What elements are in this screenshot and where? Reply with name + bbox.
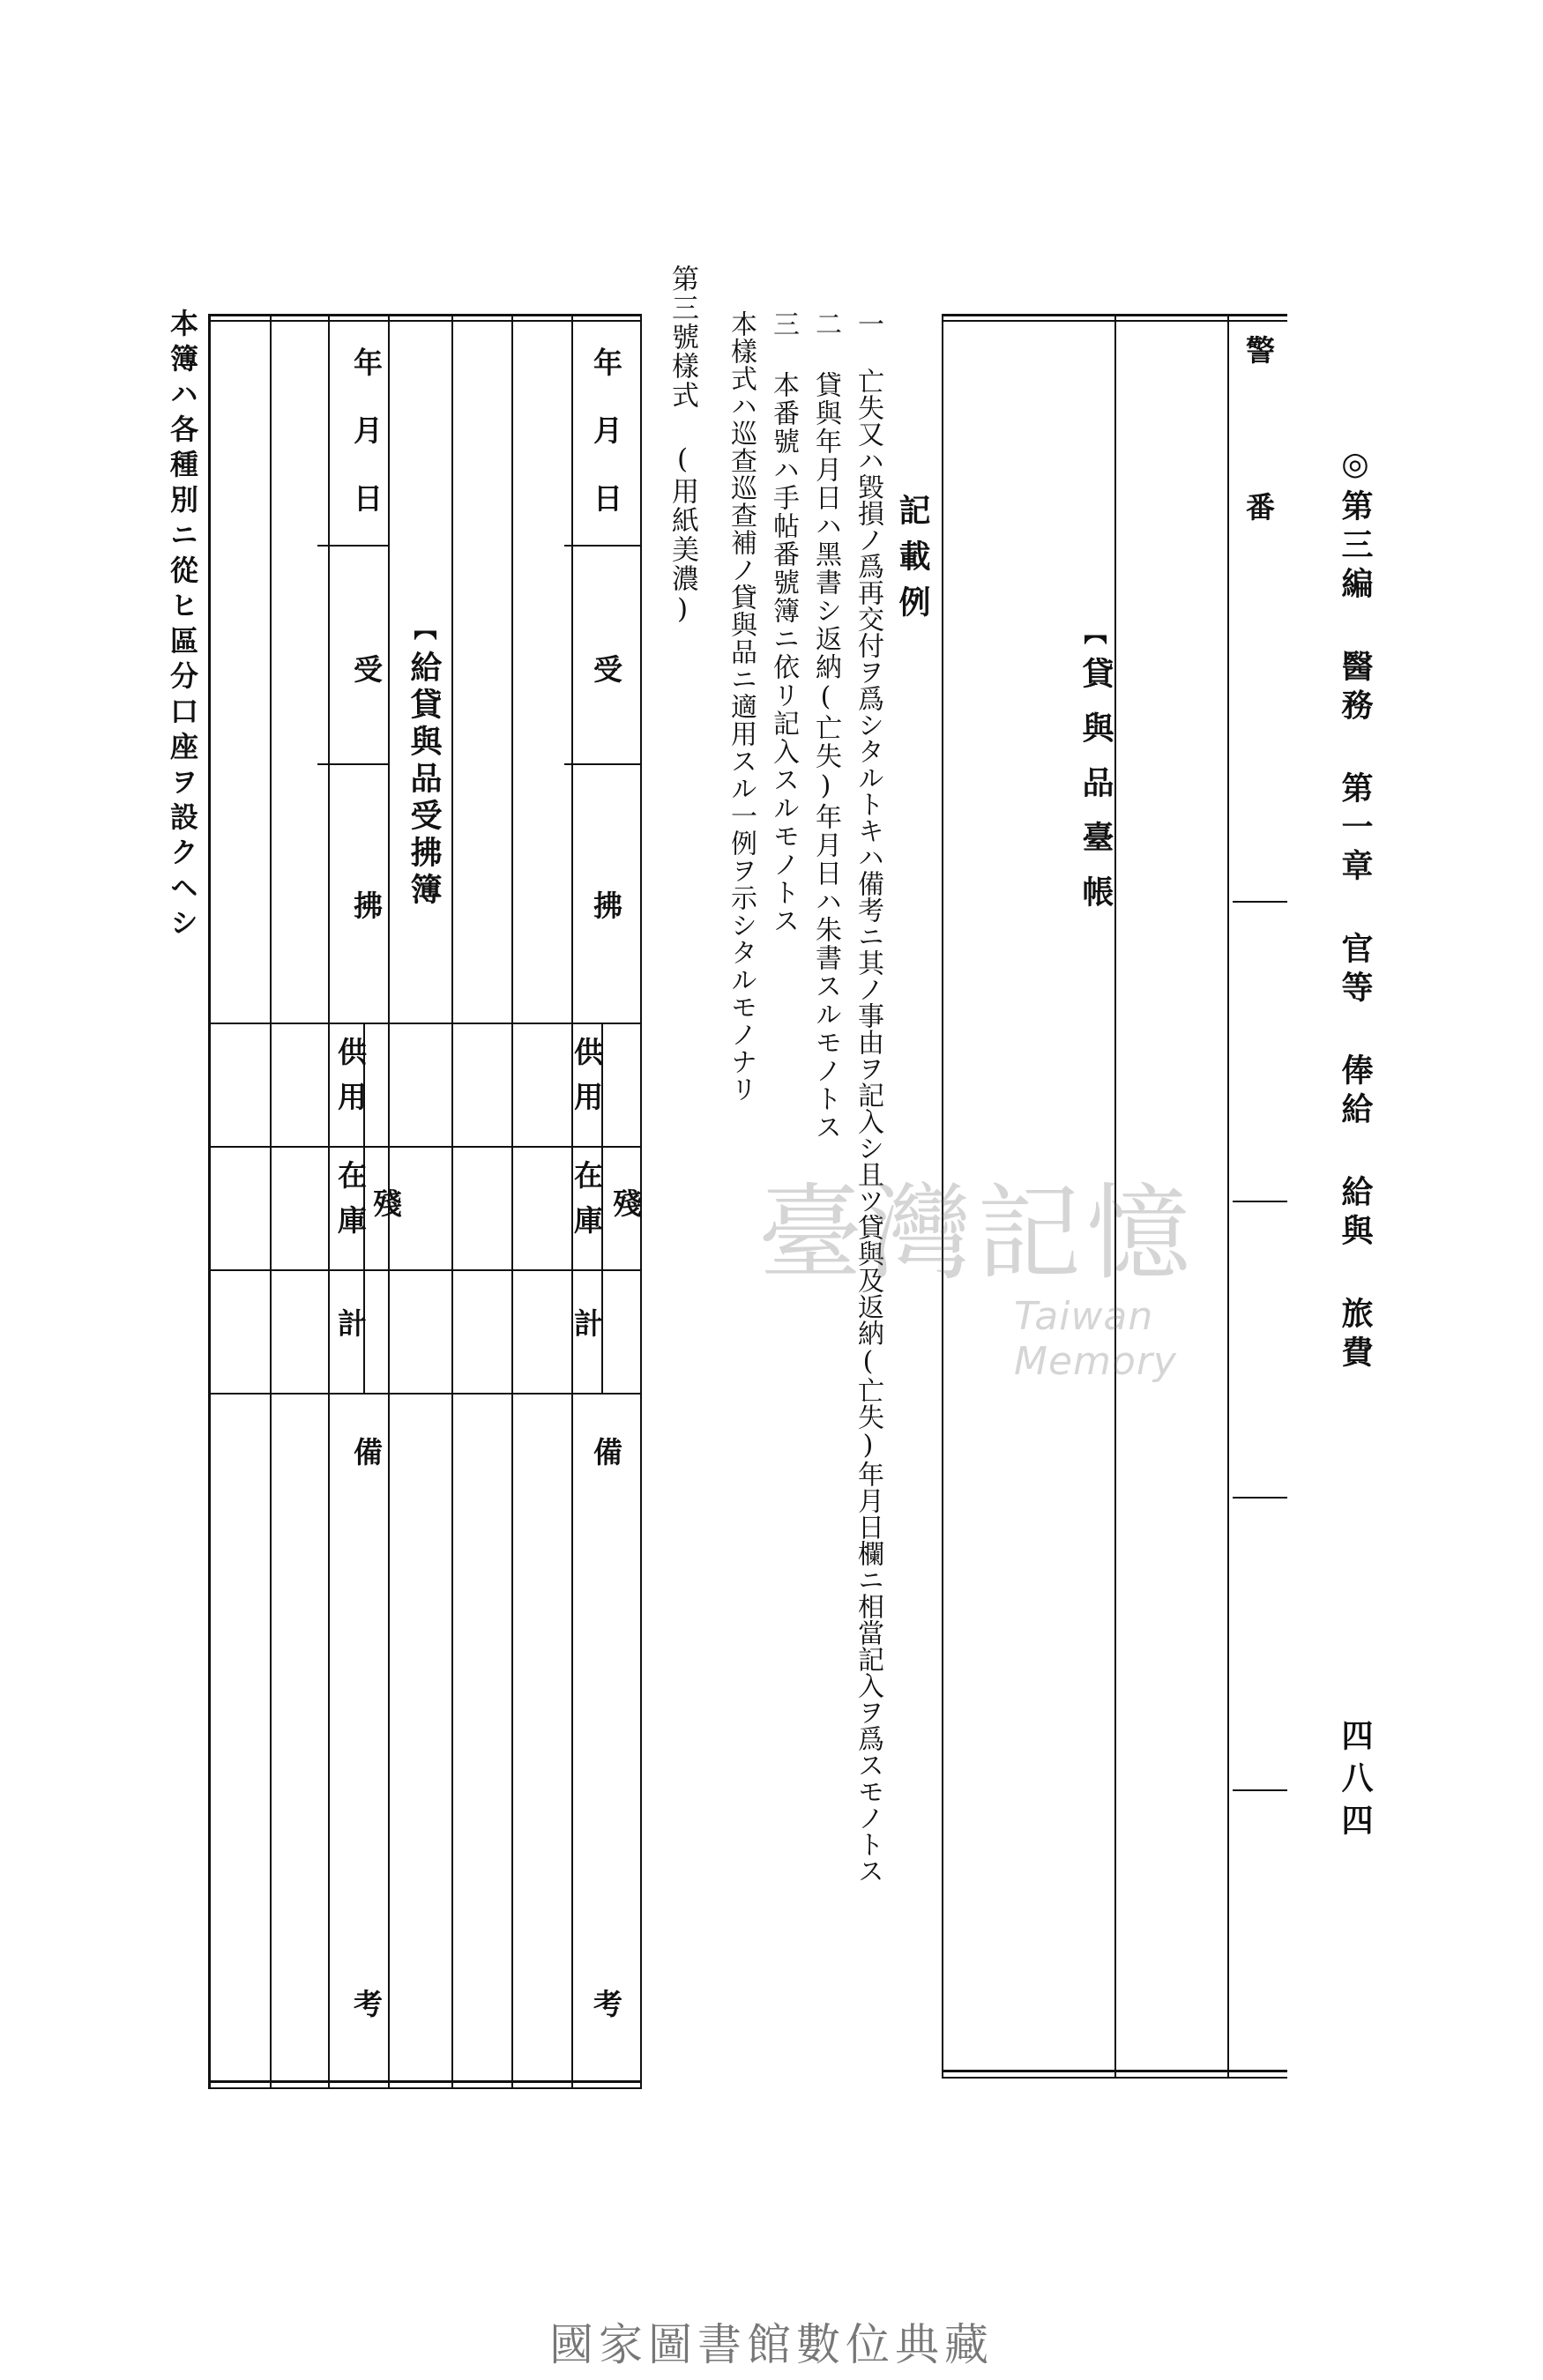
form1-label-kei: 警: [1241, 335, 1276, 364]
form1-label-ban: 番: [1241, 492, 1276, 521]
form2-col-note-bottom-right: 考: [589, 1989, 623, 2018]
notes-heading: 記載例: [894, 494, 931, 631]
form2-col-remain-right: 殘: [608, 1188, 643, 1217]
chapter-header: ◎第三編 醫務 第一章 官等 俸給 給與 旅費: [1337, 445, 1374, 1374]
form2-col-use-left: 供用: [333, 1037, 368, 1127]
watermark-chinese: 臺灣記憶: [758, 1172, 1196, 1294]
bottom-note: 本簿ハ各種別ニ從ヒ區分口座ヲ設クヘシ: [166, 309, 199, 943]
form2-col-remain-left: 殘: [369, 1188, 403, 1217]
note-applies: 本樣式ハ巡查巡查補ノ貸與品ニ適用スル一例ヲ示シタルモノナリ: [726, 310, 757, 1103]
form3-label: 第三號樣式 (用紙美濃): [667, 264, 698, 627]
page-number: 四八四: [1337, 1719, 1374, 1846]
form2-col-date-left: 年月日: [349, 347, 384, 551]
form2-col-stock-left: 在庫: [333, 1160, 368, 1250]
footer-credit: 國家圖書館數位典藏: [549, 2319, 994, 2370]
form2-col-total-left: 計: [333, 1308, 368, 1337]
form2-col-total-right: 計: [570, 1308, 604, 1337]
form1-title-marker: ︻: [1080, 621, 1107, 644]
form2-col-note-top-left: 備: [349, 1437, 384, 1466]
form2-col-note-bottom-left: 考: [349, 1989, 384, 2018]
form2-title-marker: ︻: [410, 617, 436, 640]
note-item-2: 二 貸與年月日ハ黑書シ返納(亡失)年月日ハ朱書スルモノトス: [810, 310, 841, 1142]
form2-title: 給貸與品受拂簿: [406, 651, 443, 910]
form2-col-use-right: 供用: [570, 1037, 604, 1127]
form2-col-pay-left: 拂: [349, 890, 384, 919]
watermark-english: Taiwan Memory: [1014, 1294, 1177, 1384]
note-item-1: 一 亡失又ハ毀損ノ爲再交付ヲ爲シタルトキハ備考ニ其ノ事由ヲ記入シ且ツ貸與及返納(亡失)年月日欄ニ相當記入ヲ爲スモノトス: [853, 310, 883, 1884]
note-item-3: 三 本番號ハ手帖番號簿ニ依リ記入スルモノトス: [768, 310, 799, 935]
form2-col-note-top-right: 備: [589, 1437, 623, 1466]
form2-col-pay-right: 拂: [589, 890, 623, 919]
form1-title: 貸與品臺帳: [1077, 657, 1114, 930]
form2-col-date-right: 年月日: [589, 347, 623, 551]
watermark-logo: [758, 1172, 1252, 1384]
form2-col-receive-right: 受: [589, 654, 623, 683]
form2-col-stock-right: 在庫: [570, 1160, 604, 1250]
form2-col-receive-left: 受: [349, 654, 384, 683]
